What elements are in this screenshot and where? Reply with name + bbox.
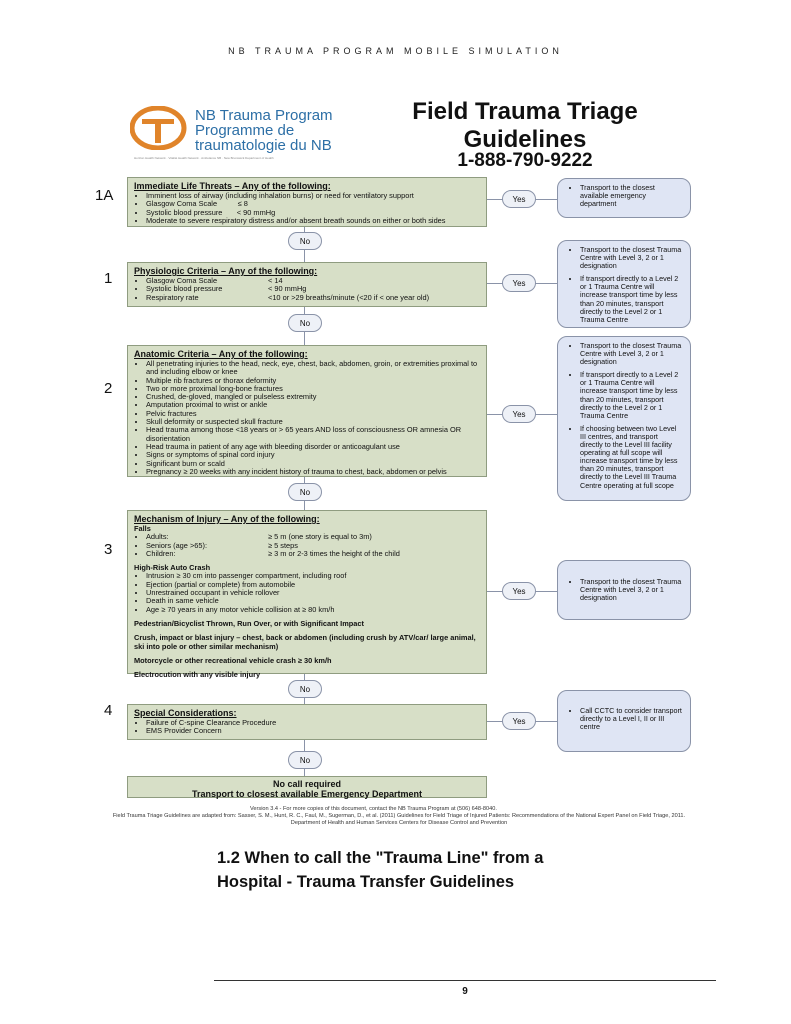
step-label-4: 4 [104, 702, 113, 719]
list-item: • Intrusion ≥ 30 cm into passenger compartment, including roof [146, 572, 480, 580]
criteria-list [134, 719, 480, 736]
criterion-name: Glasgow Coma Scale [146, 276, 218, 285]
nb-trauma-logo [130, 106, 190, 150]
box-title: Immediate Life Threats – Any of the following: [134, 181, 331, 191]
list-item: • Failure of C-spine Clearance Procedure [146, 719, 480, 727]
immediate-life-threats-box [127, 177, 487, 227]
step-label-1a: 1A [95, 187, 114, 204]
outcome-box-3 [557, 560, 691, 620]
list-item [146, 550, 480, 558]
title-line2: Guidelines [463, 126, 587, 153]
criterion-value: < 90 mmHg [268, 284, 307, 294]
list-item: • Pelvic fractures [146, 410, 480, 418]
step-label-2: 2 [104, 380, 113, 397]
no-call-required-box [127, 776, 487, 798]
list-item: • Age ≥ 70 years in any motor vehicle collision at ≥ 80 km/h [146, 606, 480, 614]
criterion-value: ≥ 3 m or 2-3 times the height of the child [268, 548, 400, 558]
special-considerations-box [127, 704, 487, 740]
yes-pill: Yes [502, 274, 536, 292]
outcome-item: • Transport to the closest Trauma Centre with Level 3, 2 or 1 designation [580, 246, 682, 270]
outcome-box-1a [557, 178, 691, 218]
list-item: • EMS Provider Concern [146, 727, 480, 735]
physiologic-criteria-box [127, 262, 487, 307]
outcome-box-1 [557, 240, 691, 328]
no-pill: No [288, 232, 322, 250]
criterion-value: ≥ 5 m (one story is equal to 3m) [268, 532, 372, 542]
final-line2: Transport to closest available Emergency Department [191, 789, 423, 799]
outcome-box-2 [557, 336, 691, 501]
no-pill: No [288, 314, 322, 332]
vertical-connector [304, 226, 305, 782]
section-heading-line2: Hospital - Trauma Transfer Guidelines [217, 873, 515, 891]
list-item: • Crushed, de-gloved, mangled or pulseless extremity [146, 393, 480, 401]
title-line1: Field Trauma Triage [412, 98, 638, 125]
list-item: • Pregnancy ≥ 20 weeks with any incident history of trauma to chest, back, abdomen or pelvis [146, 468, 480, 476]
outcome-box-4 [557, 690, 691, 752]
list-item: • Moderate to severe respiratory distress and/or absent breath sounds on either or both sides [146, 217, 480, 225]
falls-list [134, 533, 480, 558]
list-item: • Multiple rib fractures or thorax deformity [146, 377, 480, 385]
final-line1: No call required [272, 779, 342, 789]
criterion-value: <10 or >29 breaths/minute (<20 if < one year old) [268, 292, 430, 302]
list-item: • Amputation proximal to wrist or ankle [146, 401, 480, 409]
list-item: • Unrestrained occupant in vehicle rollover [146, 589, 480, 597]
criteria-list [134, 192, 480, 225]
anatomic-criteria-box [127, 345, 487, 477]
no-pill: No [288, 751, 322, 769]
criterion-value: ≥ 5 steps [268, 540, 298, 550]
criterion-name: Seniors (age >65): [146, 540, 208, 550]
crush-criterion: Crush, impact or blast injury – chest, back or abdomen (including crush by ATV/car/ large animal, ski into pole or other similar mechanism) [134, 633, 476, 651]
falls-heading: Falls [134, 524, 151, 533]
logo-icon [130, 106, 190, 150]
yes-pill: Yes [502, 582, 536, 600]
no-pill: No [288, 680, 322, 698]
logo-line1: NB Trauma Program [195, 107, 333, 124]
list-item: • Systolic blood pressure < 90 mmHg [146, 209, 480, 217]
list-item: • Glasgow Coma Scale ≤ 8 [146, 200, 480, 208]
page-number: 9 [462, 986, 468, 997]
list-item: • Significant burn or scald [146, 460, 480, 468]
box-title: Anatomic Criteria – Any of the following: [134, 349, 308, 359]
outcome-item: • Transport to the closest Trauma Centre with Level 3, 2 or 1 designation [580, 342, 682, 366]
footer-divider [214, 980, 716, 981]
yes-pill: Yes [502, 190, 536, 208]
list-item: • Ejection (partial or complete) from automobile [146, 581, 480, 589]
section-heading-line1: 1.2 When to call the "Trauma Line" from a [217, 849, 544, 867]
list-item: • Head trauma in patient of any age with bleeding disorder or anticoagulant use [146, 443, 480, 451]
criterion-value: < 14 [268, 276, 283, 285]
motorcycle-criterion: Motorcycle or other recreational vehicle crash ≥ 30 km/h [134, 655, 332, 665]
logo-line3: traumatologie du NB [195, 137, 332, 154]
outcome-item: • Transport to the closest available emergency department [580, 184, 682, 208]
version-note: Version 3.4 - For more copies of this document, contact the NB Trauma Program at (506) 648-8040. [250, 806, 497, 812]
outcome-item: • If transport directly to a Level 2 or 1 Trauma Centre will increase transport time by less than 20 minutes, transport directly to the Level 2 or 1 Trauma Centre [580, 371, 682, 420]
step-label-3: 3 [104, 541, 113, 558]
criterion-name: Adults: [146, 532, 169, 542]
box-title: Mechanism of Injury – Any of the following: [134, 514, 320, 524]
list-item: • Death in same vehicle [146, 597, 480, 605]
list-item: • Head trauma among those <18 years or > 65 years AND loss of consciousness OR amnesia OR disorientation [146, 426, 480, 443]
criterion-name: Children: [146, 548, 176, 558]
criteria-list [134, 277, 480, 302]
page-header: NB TRAUMA PROGRAM MOBILE SIMULATION [228, 46, 563, 56]
pedestrian-criterion: Pedestrian/Bicyclist Thrown, Run Over, or with Significant Impact [134, 618, 364, 628]
yes-pill: Yes [502, 405, 536, 423]
no-pill: No [288, 483, 322, 501]
criterion-name: Systolic blood pressure [146, 284, 223, 294]
yes-pill: Yes [502, 712, 536, 730]
mechanism-of-injury-box [127, 510, 487, 680]
list-item: • Imminent loss of airway (including inhalation burns) or need for ventilatory support [146, 192, 480, 200]
criteria-list [134, 360, 480, 476]
logo-text [195, 108, 333, 153]
outcome-item: • Call CCTC to consider transport directly to a Level I, II or III centre [580, 707, 682, 731]
source-note: Field Trauma Triage Guidelines are adapted from: Sasser, S. M., Hunt, R. C., Faul, M., Sugerman, D., et al. (2011) Guidelines for Field Triage of Injured Patients: Recommendations of the National Expert Panel on Field Triage, 2011. Department of Health and Human Services Centers for Disease Control and Prevention [112, 813, 686, 826]
list-item [146, 294, 480, 302]
criterion-name: Respiratory rate [146, 292, 199, 302]
phone-number: 1-888-790-9222 [457, 150, 593, 171]
box-title: Special Considerations: [134, 708, 237, 718]
crash-heading: High-Risk Auto Crash [134, 563, 211, 573]
outcome-item: • If choosing between two Level III centres, and transport directly to the Level III facility operating at full scope will increase transport time by less than 20 minutes, transport directly to the Level III Trauma Centre operating at full scope [580, 425, 682, 490]
list-item: • Signs or symptoms of spinal cord injury [146, 451, 480, 459]
crash-list [134, 572, 480, 613]
logo-line2: Programme de [195, 122, 295, 139]
box-title: Physiologic Criteria – Any of the following: [134, 266, 318, 276]
section-heading [217, 846, 737, 894]
list-item: • Two or more proximal long-bone fractures [146, 385, 480, 393]
outcome-item: • If transport directly to a Level 2 or 1 Trauma Centre will increase transport time by less than 20 minutes, transport directly to the Level 2 or 1 Trauma Centre [580, 275, 682, 324]
outcome-item: • Transport to the closest Trauma Centre with Level 3, 2 or 1 designation [580, 578, 682, 602]
list-item: • Skull deformity or suspected skull fracture [146, 418, 480, 426]
list-item: • All penetrating injuries to the head, neck, eye, chest, back, abdomen, groin, or extremities proximal to and including elbow or knee [146, 360, 480, 377]
step-label-1: 1 [104, 270, 113, 287]
electrocution-criterion: Electrocution with any visible injury [134, 670, 261, 680]
page-title [370, 98, 680, 154]
logo-partners: Horizon Health Network · Vitalité Health Network · Ambulance NB · New Brunswick Department of Health [134, 156, 274, 160]
